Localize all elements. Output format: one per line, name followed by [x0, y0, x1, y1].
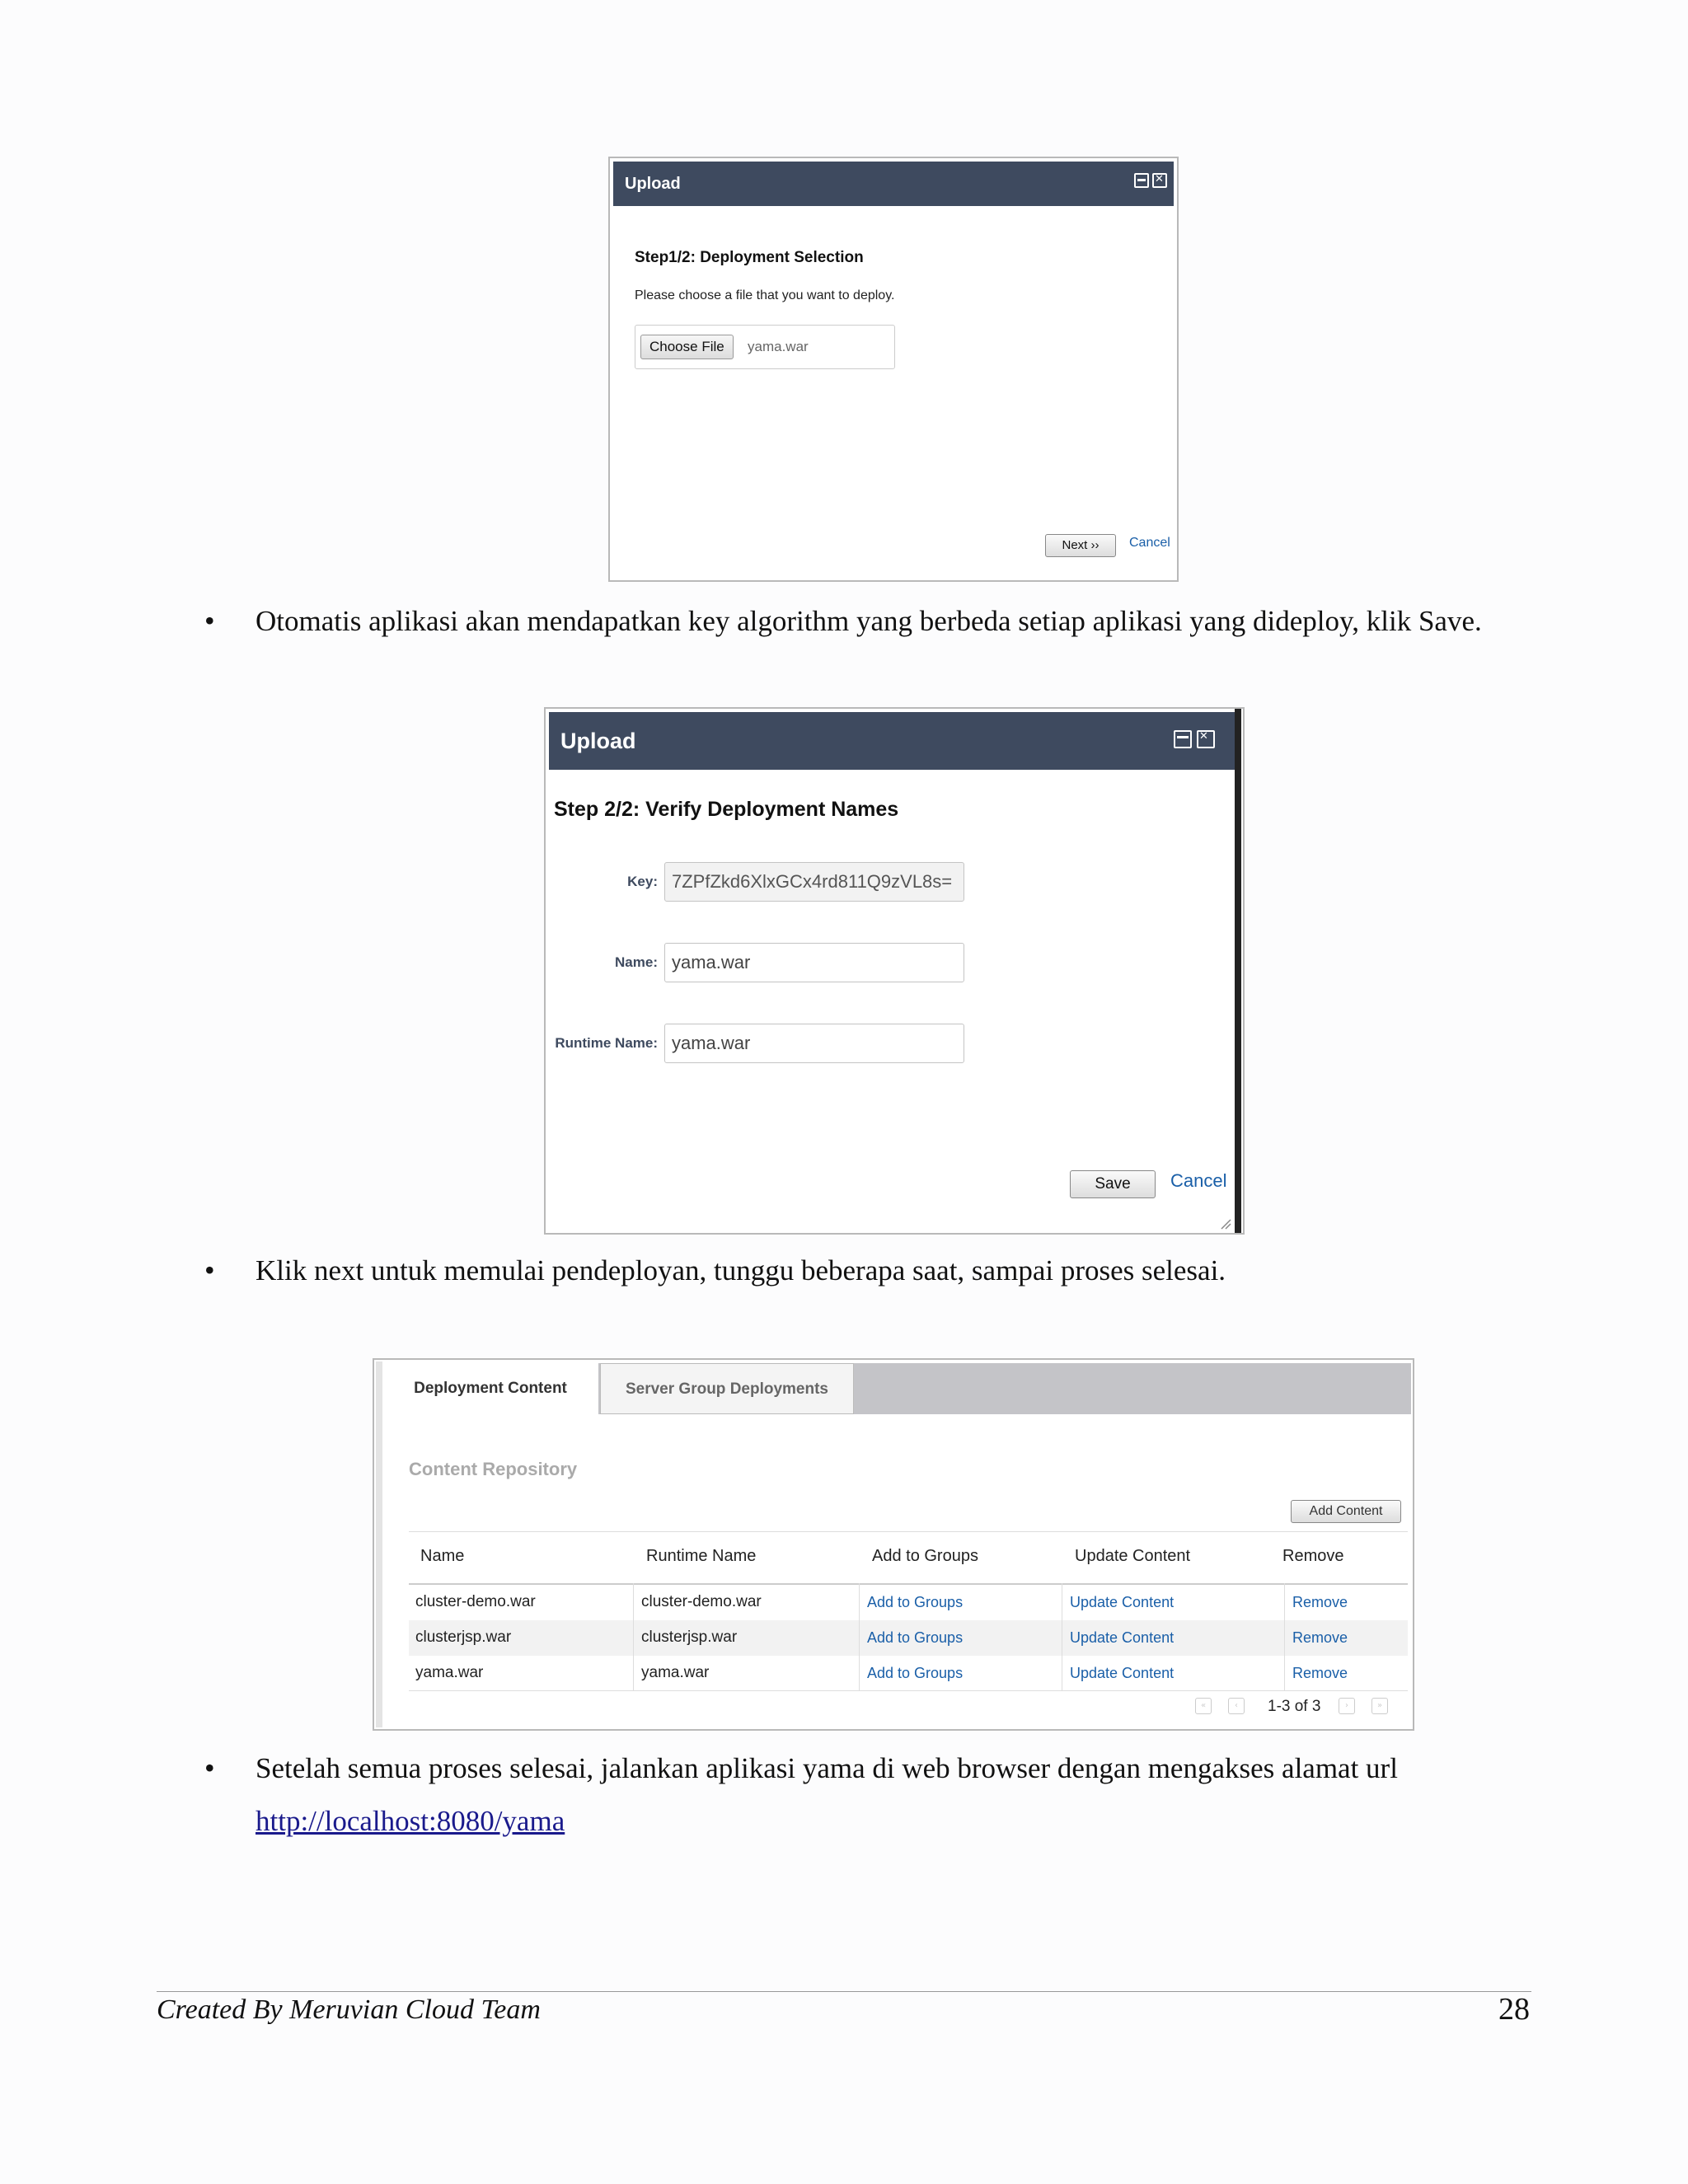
- save-button[interactable]: Save: [1070, 1170, 1156, 1198]
- runtime-name-label: Runtime Name:: [555, 1035, 658, 1051]
- update-content-link[interactable]: Update Content: [1070, 1629, 1175, 1646]
- cell-name: clusterjsp.war: [415, 1629, 512, 1646]
- selected-file-name: yama.war: [748, 339, 809, 354]
- close-icon[interactable]: [1197, 730, 1215, 748]
- table-pager: [409, 1690, 1408, 1724]
- dialog-titlebar: [549, 712, 1235, 770]
- footer-rule: [157, 1991, 1531, 1992]
- table-row: [409, 1585, 1408, 1620]
- choose-file-button[interactable]: Choose File: [640, 335, 734, 359]
- paragraph-run-app: [256, 1742, 1530, 1848]
- step-heading: Step1/2: Deployment Selection: [635, 249, 864, 266]
- bullet: •: [204, 1751, 215, 1784]
- cell-name: yama.war: [415, 1664, 484, 1681]
- add-content-button[interactable]: Add Content: [1291, 1500, 1401, 1523]
- last-page-icon[interactable]: »: [1372, 1698, 1388, 1714]
- upload-dialog-step2: [544, 707, 1245, 1235]
- remove-link[interactable]: Remove: [1292, 1629, 1348, 1646]
- next-button[interactable]: Next ››: [1045, 534, 1116, 557]
- deployment-content-panel: [373, 1358, 1414, 1731]
- column-divider: [1284, 1583, 1285, 1690]
- add-to-groups-link[interactable]: Add to Groups: [867, 1629, 964, 1646]
- column-header-add-to-groups[interactable]: Add to Groups: [872, 1547, 978, 1565]
- cell-runtime-name: clusterjsp.war: [641, 1629, 738, 1646]
- runtime-name-field[interactable]: yama.war: [664, 1024, 964, 1063]
- column-header-name[interactable]: Name: [420, 1547, 465, 1565]
- tab-strip: [382, 1363, 1411, 1414]
- first-page-icon[interactable]: «: [1195, 1698, 1212, 1714]
- tab-server-group-deployments[interactable]: Server Group Deployments: [600, 1363, 854, 1414]
- update-content-link[interactable]: Update Content: [1070, 1665, 1175, 1681]
- panel-left-edge: [376, 1361, 382, 1727]
- next-page-icon[interactable]: ›: [1339, 1698, 1355, 1714]
- step-heading: Step 2/2: Verify Deployment Names: [554, 798, 899, 821]
- cell-runtime-name: yama.war: [641, 1664, 710, 1681]
- upload-dialog-step1: [608, 157, 1179, 582]
- key-field[interactable]: 7ZPfZkd6XlxGCx4rd811Q9zVL8s=: [664, 862, 964, 902]
- resize-grip-icon[interactable]: [1220, 1218, 1231, 1230]
- paragraph-click-next: Klik next untuk memulai pendeployan, tunggu beberapa saat, sampai proses selesai.: [256, 1254, 1226, 1286]
- file-input[interactable]: [635, 325, 895, 369]
- dialog-titlebar: [613, 162, 1174, 206]
- dialog-shadow-edge: [1235, 709, 1241, 1233]
- step-description: Please choose a file that you want to deploy.: [635, 288, 895, 302]
- table-row: [409, 1656, 1408, 1691]
- paragraph-run-app-text: Setelah semua proses selesai, jalankan aplikasi yama di web browser dengan mengakses alamat url: [256, 1752, 1398, 1784]
- cell-runtime-name: cluster-demo.war: [641, 1593, 762, 1610]
- minimize-icon[interactable]: [1174, 730, 1192, 748]
- column-divider: [859, 1583, 860, 1690]
- name-label: Name:: [615, 954, 658, 970]
- app-url-link[interactable]: http://localhost:8080/yama: [256, 1805, 565, 1837]
- cancel-link[interactable]: Cancel: [1129, 536, 1170, 550]
- footer-credit: Created By Meruvian Cloud Team: [157, 1994, 541, 2025]
- minimize-icon[interactable]: [1134, 173, 1149, 188]
- cell-name: cluster-demo.war: [415, 1593, 536, 1610]
- table-row: [409, 1620, 1408, 1656]
- update-content-link[interactable]: Update Content: [1070, 1594, 1175, 1610]
- column-header-update-content[interactable]: Update Content: [1075, 1547, 1191, 1565]
- bullet: •: [204, 604, 215, 637]
- page-number: 28: [1498, 1992, 1530, 2027]
- content-table: [409, 1531, 1408, 1715]
- dialog-title: Upload: [560, 729, 636, 753]
- pager-info: 1-3 of 3: [1268, 1698, 1321, 1715]
- key-label: Key:: [627, 874, 658, 889]
- close-icon[interactable]: [1152, 173, 1167, 188]
- dialog-title: Upload: [625, 175, 681, 193]
- tab-deployment-content[interactable]: Deployment Content: [382, 1363, 598, 1414]
- column-header-runtime-name[interactable]: Runtime Name: [646, 1547, 757, 1565]
- add-to-groups-link[interactable]: Add to Groups: [867, 1594, 964, 1610]
- table-header: [409, 1532, 1408, 1585]
- remove-link[interactable]: Remove: [1292, 1594, 1348, 1610]
- column-divider: [633, 1583, 634, 1690]
- bullet: •: [204, 1254, 215, 1286]
- cancel-link[interactable]: Cancel: [1170, 1170, 1227, 1191]
- add-to-groups-link[interactable]: Add to Groups: [867, 1665, 964, 1681]
- section-title: Content Repository: [409, 1459, 578, 1479]
- remove-link[interactable]: Remove: [1292, 1665, 1348, 1681]
- column-header-remove[interactable]: Remove: [1282, 1547, 1344, 1565]
- name-field[interactable]: yama.war: [664, 943, 964, 982]
- prev-page-icon[interactable]: ‹: [1228, 1698, 1245, 1714]
- paragraph-key-algorithm: Otomatis aplikasi akan mendapatkan key algorithm yang berbeda setiap aplikasi yang dideploy, klik Save.: [256, 605, 1482, 637]
